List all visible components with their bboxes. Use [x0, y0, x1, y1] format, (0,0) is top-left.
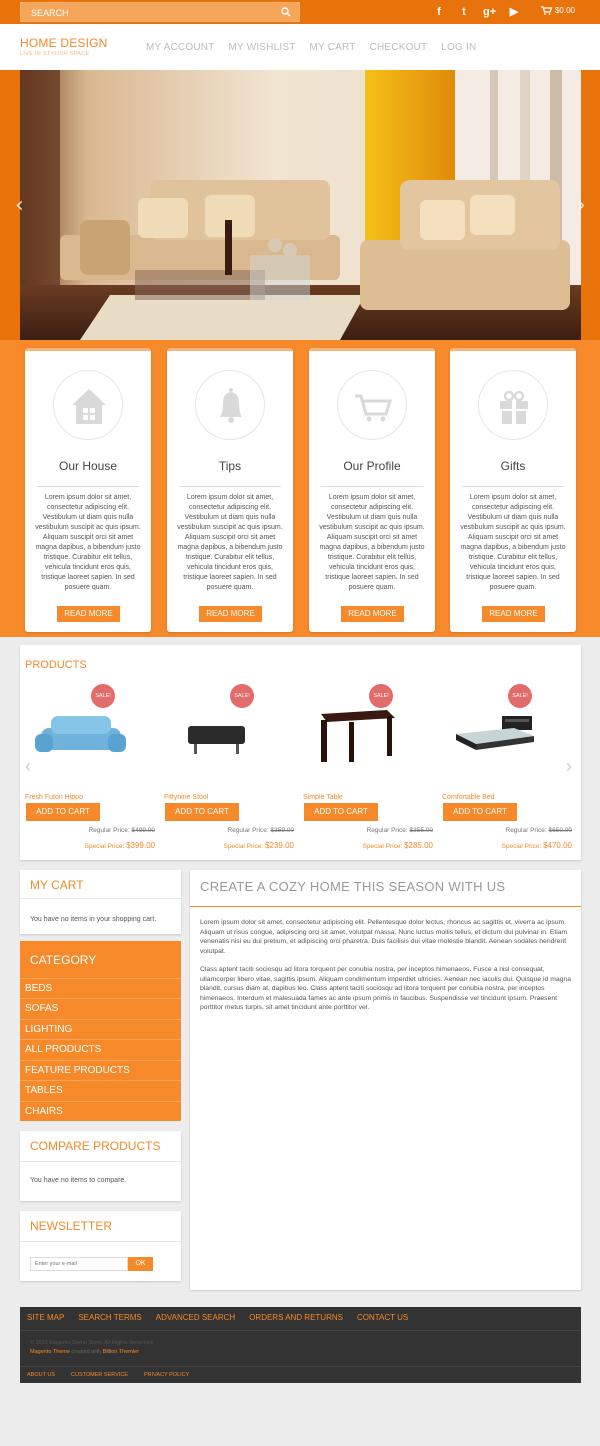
living-room-image [15, 70, 586, 340]
add-to-cart-button[interactable]: ADD TO CART [165, 803, 239, 821]
category-item-beds[interactable]: BEDS [20, 978, 181, 998]
social-links [433, 5, 520, 18]
footer-link-orders-returns[interactable]: ORDERS AND RETURNS [249, 1313, 343, 1322]
compare-title: COMPARE PRODUCTS [30, 1139, 161, 1153]
special-price: Special Price: $470.00 [501, 841, 572, 850]
add-to-cart-button[interactable]: ADD TO CART [443, 803, 517, 821]
divider [20, 898, 181, 899]
product-card [442, 684, 572, 854]
regular-price: Regular Price: $499.00 [88, 827, 155, 834]
newsletter-box [20, 1211, 181, 1281]
category-item-feature-products[interactable]: FEATURE PRODUCTS [20, 1060, 181, 1080]
tumblr-icon[interactable]: t [462, 5, 466, 18]
feature-title: Tips [218, 459, 242, 473]
product-card [164, 684, 294, 854]
category-item-lighting[interactable]: LIGHTING [20, 1019, 181, 1039]
sale-badge: SALE! [508, 684, 532, 708]
footer-link-search-terms[interactable]: SEARCH TERMS [78, 1313, 142, 1322]
product-image-stool[interactable] [184, 722, 249, 757]
credit-line: Magento Theme created with Billion Themler [30, 1349, 139, 1355]
my-cart-text: You have no items in your shopping cart. [30, 916, 157, 923]
feature-text: Lorem ipsum dolor sit amet, consectetur adipiscing elit. Vestibulum ut diam quis nulla vestibulum suscipit ac quis ipsum. Aliquam suscipit orci sit amet magna dapibus, a bibendum justo tristique. Curabitur elit tellus, vehicula tincidunt eros quis, tristique laoreet sapien. In sed posuere quam. [460, 494, 566, 591]
gift-icon [478, 370, 548, 440]
divider [20, 1161, 181, 1162]
search-input[interactable] [21, 4, 271, 22]
feature-text: Lorem ipsum dolor sit amet, consectetur adipiscing elit. Vestibulum ut diam quis nulla vestibulum suscipit ac quis ipsum. Aliquam suscipit orci sit amet magna dapibus, a bibendum justo tristique. Curabitur elit tellus, vehicula tincidunt eros quis, tristique laoreet sapien. In sed posuere quam. [319, 494, 425, 591]
add-to-cart-button[interactable]: ADD TO CART [304, 803, 378, 821]
credit-author-link[interactable]: Billion Themler [102, 1349, 139, 1355]
divider [179, 486, 281, 487]
svg-text:‹: ‹ [15, 193, 24, 218]
search-icon[interactable] [281, 7, 291, 17]
divider [20, 1366, 581, 1367]
compare-text: You have no items to compare. [30, 1177, 127, 1184]
compare-products-box [20, 1131, 181, 1201]
special-price: Special Price: $239.00 [223, 841, 294, 850]
logo-title[interactable]: HOME DESIGN [20, 36, 108, 50]
copyright: © 2013 Magento Demo Store. All Rights Reserved. [30, 1340, 155, 1346]
facebook-icon[interactable]: f [437, 5, 441, 18]
my-cart-title: MY CART [30, 878, 84, 892]
feature-title: Our Profile [343, 459, 401, 473]
footer-link-about-us[interactable]: ABOUT US [27, 1372, 56, 1378]
divider [20, 1241, 181, 1242]
product-card [303, 684, 433, 854]
category-item-all-products[interactable]: ALL PRODUCTS [20, 1039, 181, 1059]
nav-my-wishlist[interactable]: MY WISHLIST [228, 42, 296, 53]
feature-card-tips [167, 348, 293, 632]
divider [462, 486, 564, 487]
youtube-icon[interactable]: ▶ [509, 6, 519, 18]
house-icon [53, 370, 123, 440]
product-name[interactable]: Fiftynine Stool [164, 794, 209, 801]
main-paragraph: Lorem ipsum dolor sit amet, consectetur adipiscing elit. Pellentesque dolor lectus, rhoncus ac sagittis et, viverra ac ipsum. Aliquam ut risus congue, adipiscing orci sit amet, volutpat massa. Nunc luctus mollis tellus, et dictum dui pulvinar in. Etiam venenatis nisi eu dui pretium, et adipiscing orci pharetra. Duis facilisis dui vitae molestie blandit. Aenean sodales hendrerit volutpat. [200, 919, 568, 955]
divider [37, 486, 139, 487]
sale-badge: SALE! [91, 684, 115, 708]
read-more-button[interactable]: READ MORE [57, 606, 120, 622]
search-box [20, 2, 300, 22]
newsletter-ok-button[interactable]: OK [128, 1257, 153, 1271]
footer-link-advanced-search[interactable]: ADVANCED SEARCH [155, 1313, 236, 1322]
regular-price: Regular Price: $355.00 [366, 827, 433, 834]
logo-subtitle: LIVE IN STYLISH SPACE [20, 51, 90, 57]
category-title: CATEGORY [30, 953, 97, 967]
product-name[interactable]: Simple Table [303, 794, 343, 801]
bell-icon [195, 370, 265, 440]
nav-log-in[interactable]: LOG IN [441, 42, 477, 53]
footer-link-customer-service[interactable]: CUSTOMER SERVICE [71, 1372, 128, 1378]
main-title: CREATE A COZY HOME THIS SEASON WITH US [200, 879, 506, 894]
google-plus-icon[interactable]: g+ [483, 5, 497, 18]
header-cart[interactable] [541, 6, 575, 15]
feature-title: Gifts [500, 459, 526, 473]
special-price: Special Price: $285.00 [362, 841, 433, 850]
regular-price: Regular Price: $650.00 [505, 827, 572, 834]
category-box [20, 941, 181, 1121]
category-item-sofas[interactable]: SOFAS [20, 998, 181, 1018]
product-image-table[interactable] [315, 706, 397, 766]
my-cart-box [20, 870, 181, 934]
svg-text:›: › [577, 193, 586, 218]
footer-link-privacy-policy[interactable]: PRIVACY POLICY [143, 1372, 190, 1378]
feature-card-our-profile [309, 348, 435, 632]
products-next-arrow[interactable]: › [566, 756, 572, 776]
divider [321, 486, 423, 487]
divider [20, 1330, 581, 1331]
product-card [25, 684, 155, 854]
sale-badge: SALE! [230, 684, 254, 708]
credit-theme-link[interactable]: Magento Theme [30, 1349, 70, 1355]
feature-card-our-house [25, 348, 151, 632]
hero-banner [0, 70, 600, 340]
regular-price: Regular Price: $359.00 [227, 827, 294, 834]
feature-text: Lorem ipsum dolor sit amet, consectetur adipiscing elit. Vestibulum ut diam quis nulla vestibulum suscipit ac quis ipsum. Aliquam suscipit orci sit amet magna dapibus, a bibendum justo tristique. Curabitur elit tellus, vehicula tincidunt eros quis, tristique laoreet sapien. In sed posuere quam. [35, 494, 141, 591]
feature-text: Lorem ipsum dolor sit amet, consectetur adipiscing elit. Vestibulum ut diam quis nulla vestibulum suscipit ac quis ipsum. Aliquam suscipit orci sit amet magna dapibus, a bibendum justo tristique. Curabitur elit tellus, vehicula tincidunt eros quis, tristique laoreet sapien. In sed posuere quam. [177, 494, 283, 591]
newsletter-email-input[interactable] [30, 1257, 128, 1271]
sale-badge: SALE! [369, 684, 393, 708]
title-divider [190, 906, 581, 907]
category-item-chairs[interactable]: CHAIRS [20, 1101, 181, 1121]
nav-my-account[interactable]: MY ACCOUNT [146, 42, 215, 53]
nav-checkout[interactable]: CHECKOUT [369, 42, 428, 53]
category-item-tables[interactable]: TABLES [20, 1080, 181, 1100]
add-to-cart-button[interactable]: ADD TO CART [26, 803, 100, 821]
cart-icon [337, 370, 407, 440]
footer-nav [27, 1313, 408, 1322]
newsletter-title: NEWSLETTER [30, 1219, 113, 1233]
nav-my-cart[interactable]: MY CART [309, 42, 356, 53]
product-image-futon[interactable] [33, 710, 128, 760]
read-more-button[interactable]: READ MORE [341, 606, 404, 622]
product-name[interactable]: Comfortable Bed [442, 794, 495, 801]
products-prev-arrow[interactable]: ‹ [25, 756, 31, 776]
footer-link-site-map[interactable]: SITE MAP [27, 1313, 65, 1322]
cart-total: $0.00 [554, 6, 575, 15]
main-nav [146, 42, 476, 53]
main-paragraph: Class aptent taciti sociosqu ad litora torquent per conubia nostra, per inceptos himenaeos. Fusce a nisl consequat, ullamcorper libero vitae, sagittis ipsum. Aliquam condimentum imperdiet ultricies. Aenean nec iaculis dui. Quisque id magna blandit, cursus diam at, dapibus leo. Class aptent taciti sociosqu ad litora torquent per conubia nostra, per inceptos himenaeos. Interdum et malesuada fames ac ante ipsum primis in faucibus. Suspendisse vel tincidunt ipsum. Praesent porttitor metus turpis, sit amet tincidunt ante porttitor vel. [200, 966, 571, 1012]
products-title: PRODUCTS [25, 659, 87, 671]
feature-title: Our House [58, 459, 118, 473]
product-name[interactable]: Fresh Futon Hippo [25, 794, 83, 801]
footer-link-contact-us[interactable]: CONTACT US [356, 1313, 409, 1322]
special-price: Special Price: $399.00 [84, 841, 155, 850]
feature-card-gifts [450, 348, 576, 632]
footer-bottom-links [27, 1372, 189, 1378]
read-more-button[interactable]: READ MORE [482, 606, 545, 622]
product-image-bed[interactable] [452, 714, 538, 754]
cart-icon [541, 6, 552, 15]
read-more-button[interactable]: READ MORE [199, 606, 262, 622]
